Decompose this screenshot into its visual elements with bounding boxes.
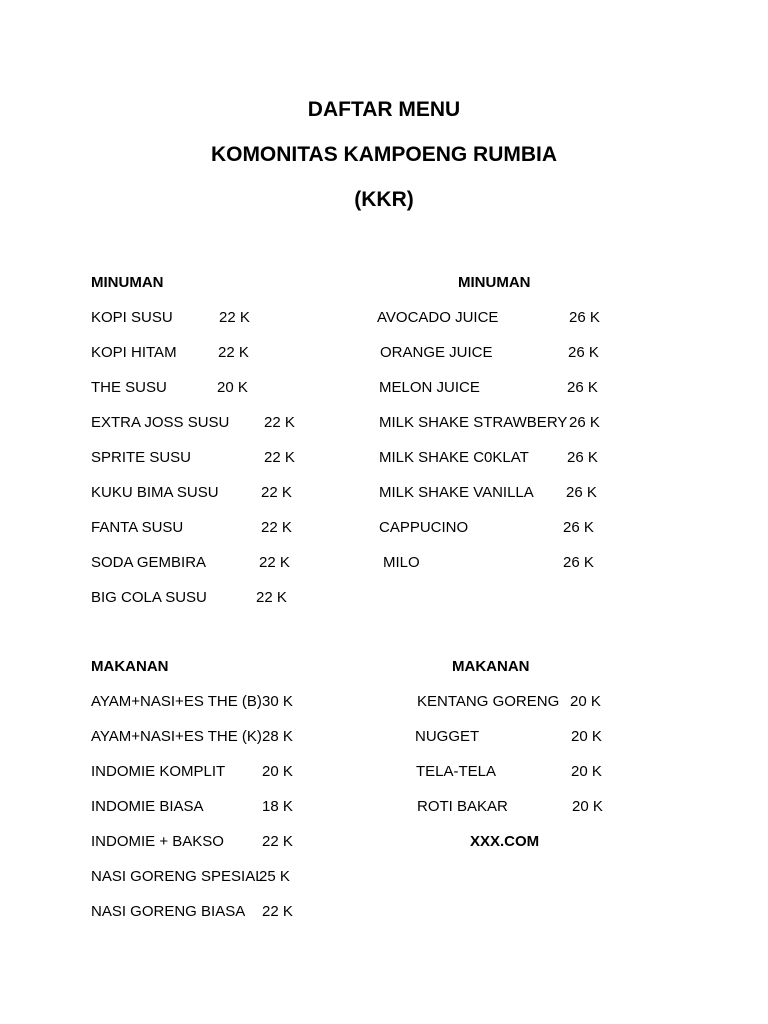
item-price: 22 K bbox=[261, 519, 292, 536]
item-name: FANTA SUSU bbox=[91, 519, 184, 536]
item-price: 22 K bbox=[256, 589, 287, 606]
item-price: 26 K bbox=[569, 414, 600, 431]
item-name: ROTI BAKAR bbox=[417, 798, 508, 815]
item-name: MILK SHAKE C0KLAT bbox=[379, 449, 529, 466]
item-price: 26 K bbox=[567, 449, 598, 466]
item-price: 30 K bbox=[262, 693, 293, 710]
item-name: TELA-TELA bbox=[416, 763, 497, 780]
item-name: SPRITE SUSU bbox=[91, 449, 192, 466]
item-name: AVOCADO JUICE bbox=[377, 309, 499, 326]
minuman-right-heading: MINUMAN bbox=[458, 274, 531, 291]
item-price: 26 K bbox=[563, 554, 594, 571]
item-price: 22 K bbox=[259, 554, 290, 571]
item-name: KOPI HITAM bbox=[91, 344, 177, 361]
item-price: 28 K bbox=[262, 728, 293, 745]
item-name: MILO bbox=[383, 554, 420, 571]
item-name: NASI GORENG BIASA bbox=[91, 903, 246, 920]
item-price: 22 K bbox=[219, 309, 250, 326]
item-name: NUGGET bbox=[415, 728, 480, 745]
item-price: 20 K bbox=[262, 763, 293, 780]
item-name: AYAM+NASI+ES THE (K) bbox=[91, 728, 262, 745]
menu-title: DAFTAR MENU bbox=[307, 98, 461, 121]
item-price: 22 K bbox=[264, 414, 295, 431]
item-price: 18 K bbox=[262, 798, 293, 815]
item-name: AYAM+NASI+ES THE (B) bbox=[91, 693, 262, 710]
community-name: KOMONITAS KAMPOENG RUMBIA bbox=[210, 143, 558, 166]
item-price: 22 K bbox=[218, 344, 249, 361]
item-price: 20 K bbox=[571, 728, 602, 745]
makanan-right-heading: MAKANAN bbox=[452, 658, 530, 675]
community-abbreviation: (KKR) bbox=[354, 188, 414, 211]
item-price: 20 K bbox=[572, 798, 603, 815]
item-name: SODA GEMBIRA bbox=[91, 554, 207, 571]
item-price: 26 K bbox=[569, 309, 600, 326]
website-label: XXX.COM bbox=[470, 833, 540, 850]
minuman-left-heading: MINUMAN bbox=[91, 274, 164, 291]
item-name: THE SUSU bbox=[91, 379, 167, 396]
item-name: EXTRA JOSS SUSU bbox=[91, 414, 230, 431]
item-name: KUKU BIMA SUSU bbox=[91, 484, 219, 501]
item-name: MELON JUICE bbox=[379, 379, 480, 396]
item-name: ORANGE JUICE bbox=[380, 344, 493, 361]
item-price: 26 K bbox=[567, 379, 598, 396]
item-name: MILK SHAKE VANILLA bbox=[379, 484, 534, 501]
item-name: NASI GORENG SPESIAL bbox=[91, 868, 264, 885]
item-price: 22 K bbox=[262, 903, 293, 920]
item-name: INDOMIE + BAKSO bbox=[91, 833, 224, 850]
item-price: 20 K bbox=[570, 693, 601, 710]
item-price: 26 K bbox=[566, 484, 597, 501]
item-price: 22 K bbox=[262, 833, 293, 850]
item-price: 26 K bbox=[563, 519, 594, 536]
item-price: 25 K bbox=[259, 868, 290, 885]
item-name: INDOMIE BIASA bbox=[91, 798, 204, 815]
item-price: 26 K bbox=[568, 344, 599, 361]
item-name: KOPI SUSU bbox=[91, 309, 173, 326]
item-price: 20 K bbox=[217, 379, 248, 396]
item-price: 20 K bbox=[571, 763, 602, 780]
item-name: INDOMIE KOMPLIT bbox=[91, 763, 226, 780]
item-name: BIG COLA SUSU bbox=[91, 589, 207, 606]
makanan-left-heading: MAKANAN bbox=[91, 658, 169, 675]
item-name: MILK SHAKE STRAWBERY bbox=[379, 414, 568, 431]
item-name: KENTANG GORENG bbox=[417, 693, 560, 710]
item-price: 22 K bbox=[264, 449, 295, 466]
item-name: CAPPUCINO bbox=[379, 519, 469, 536]
item-price: 22 K bbox=[261, 484, 292, 501]
